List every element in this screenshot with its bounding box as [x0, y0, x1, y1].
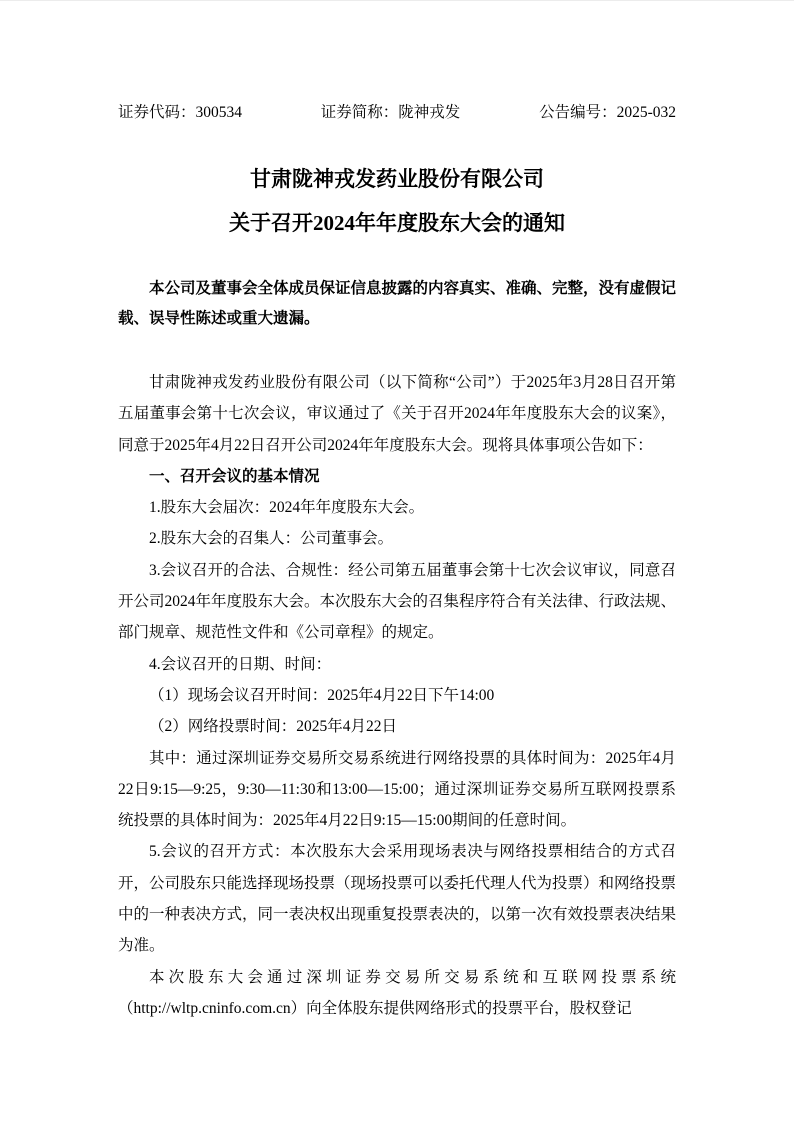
- item-date-time: 4.会议召开的日期、时间：: [149, 655, 332, 673]
- stock-code: 证券代码：300534: [118, 104, 243, 121]
- item-legality: 3.会议召开的合法、合规性：经公司第五届董事会第十七次会议审议，同意召开公司2024年年度股东大会。本次股东大会的召集程序符合有关法律、行政法规、部门规章、规范性文件和《公司章程》的规定。: [118, 561, 677, 642]
- disclaimer-statement: 本公司及董事会全体成员保证信息披露的内容真实、准确、完整，没有虚假记载、误导性陈述或重大遗漏。: [118, 280, 677, 327]
- intro-paragraph: 甘肃陇神戎发药业股份有限公司（以下简称“公司”）于2025年3月28日召开第五届董事会第十七次会议，审议通过了《关于召开2024年年度股东大会的议案》，同意于2025年4月22日召开公司2024年年度股东大会。现将具体事项公告如下：: [118, 374, 676, 454]
- stock-short-name: 证券简称：陇神戎发: [320, 104, 461, 121]
- item-convener: 2.股东大会的召集人：公司董事会。: [149, 530, 394, 548]
- document-header: [118, 103, 676, 123]
- item-onsite-meeting-time: （1）现场会议召开时间：2025年4月22日下午14:00: [149, 686, 495, 704]
- para-voting-platform: 本次股东大会通过深圳证券交易所交易系统和互联网投票系统（http://wltp.cninfo.com.cn）向全体股东提供网络形式的投票平台，股权登记: [118, 968, 676, 1017]
- announcement-number: 公告编号：2025-032: [539, 104, 676, 121]
- document-body: [118, 367, 676, 1024]
- company-name-title: 甘肃陇神戎发药业股份有限公司: [250, 167, 544, 191]
- notice-title: 关于召开2024年年度股东大会的通知: [229, 211, 565, 235]
- item-online-voting-date: （2）网络投票时间：2025年4月22日: [149, 718, 398, 736]
- section-1-heading: 一、召开会议的基本情况: [149, 467, 320, 485]
- para-voting-time-detail: 其中：通过深圳证券交易所交易系统进行网络投票的具体时间为：2025年4月22日9:15—9:25，9:30—11:30和13:00—15:00；通过深圳证券交易所互联网投票系统投票的具体时间为：2025年4月22日9:15—15:00期间的任意时间。: [118, 749, 676, 830]
- item-meeting-session: 1.股东大会届次：2024年年度股东大会。: [149, 499, 425, 517]
- item-meeting-method: 5.会议的召开方式：本次股东大会采用现场表决与网络投票相结合的方式召开，公司股东只能选择现场投票（现场投票可以委托代理人代为投票）和网络投票中的一种表决方式，同一表决权出现重复投票表决的，以第一次有效投票表决结果为准。: [118, 843, 677, 955]
